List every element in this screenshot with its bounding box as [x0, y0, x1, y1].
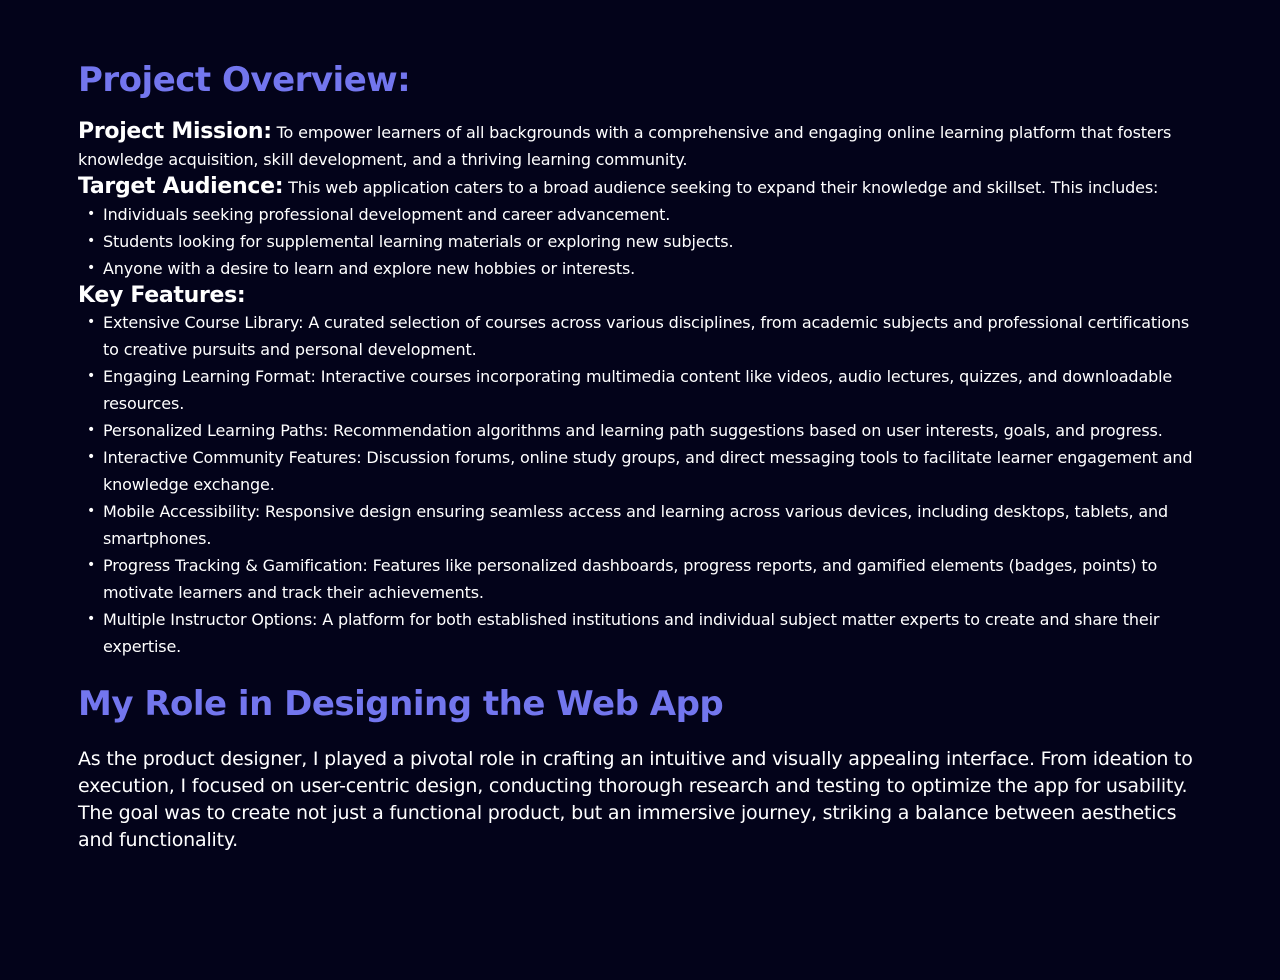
audience-text: This web application caters to a broad audience seeking to expand their knowledge and skillset. This includes:	[288, 178, 1159, 197]
list-item	[87, 309, 1202, 363]
features-label: Key Features:	[78, 283, 246, 308]
list-item	[87, 363, 1202, 417]
bullet-icon: •	[87, 368, 96, 384]
list-item	[87, 444, 1202, 498]
bullet-icon: •	[87, 449, 96, 465]
bullet-icon: •	[87, 206, 96, 222]
mission-paragraph	[78, 118, 1202, 173]
feature-item-text: Engaging Learning Format: Interactive courses incorporating multimedia content like videos, audio lectures, quizzes, and downloadable resources.	[103, 367, 1173, 413]
list-item	[87, 417, 1202, 444]
bullet-icon: •	[87, 233, 96, 249]
audience-list	[78, 201, 1202, 282]
bullet-icon: •	[87, 557, 96, 573]
feature-item-text: Extensive Course Library: A curated selection of courses across various disciplines, from academic subjects and professional certifications to creative pursuits and personal development.	[103, 313, 1190, 359]
features-list	[78, 309, 1202, 660]
bullet-icon: •	[87, 314, 96, 330]
bullet-icon: •	[87, 503, 96, 519]
list-item	[87, 201, 1202, 228]
feature-item-text: Progress Tracking & Gamification: Features like personalized dashboards, progress reports, and gamified elements (badges, points) to motivate learners and track their achievements.	[103, 556, 1158, 602]
audience-item-text: Individuals seeking professional development and career advancement.	[103, 205, 671, 224]
audience-item-text: Students looking for supplemental learning materials or exploring new subjects.	[103, 232, 734, 251]
list-item	[87, 606, 1202, 660]
list-item	[87, 498, 1202, 552]
list-item	[87, 255, 1202, 282]
feature-item-text: Multiple Instructor Options: A platform for both established institutions and individual subject matter experts to create and share their expertise.	[103, 610, 1160, 656]
audience-item-text: Anyone with a desire to learn and explore new hobbies or interests.	[103, 259, 636, 278]
feature-item-text: Interactive Community Features: Discussion forums, online study groups, and direct messaging tools to facilitate learner engagement and knowledge exchange.	[103, 448, 1193, 494]
feature-item-text: Mobile Accessibility: Responsive design ensuring seamless access and learning across various devices, including desktops, tablets, and smartphones.	[103, 502, 1169, 548]
list-item	[87, 228, 1202, 255]
mission-label: Project Mission:	[78, 119, 272, 144]
audience-paragraph	[78, 173, 1202, 201]
bullet-icon: •	[87, 611, 96, 627]
list-item	[87, 552, 1202, 606]
bullet-icon: •	[87, 422, 96, 438]
audience-label: Target Audience:	[78, 174, 284, 199]
overview-title: Project Overview:	[78, 60, 411, 100]
mission-text: To empower learners of all backgrounds with a comprehensive and engaging online learning platform that fosters knowledge acquisition, skill development, and a thriving learning community.	[78, 123, 1172, 169]
bullet-icon: •	[87, 260, 96, 276]
feature-item-text: Personalized Learning Paths: Recommendation algorithms and learning path suggestions based on user interests, goals, and progress.	[103, 421, 1163, 440]
role-text: As the product designer, I played a pivotal role in crafting an intuitive and visually appealing interface. From ideation to execution, I focused on user-centric design, conducting thorough research and testing to optimize the app for usability. The goal was to create not just a functional product, but an immersive journey, striking a balance between aesthetics and functionality.	[78, 748, 1193, 851]
role-title: My Role in Designing the Web App	[78, 684, 724, 724]
